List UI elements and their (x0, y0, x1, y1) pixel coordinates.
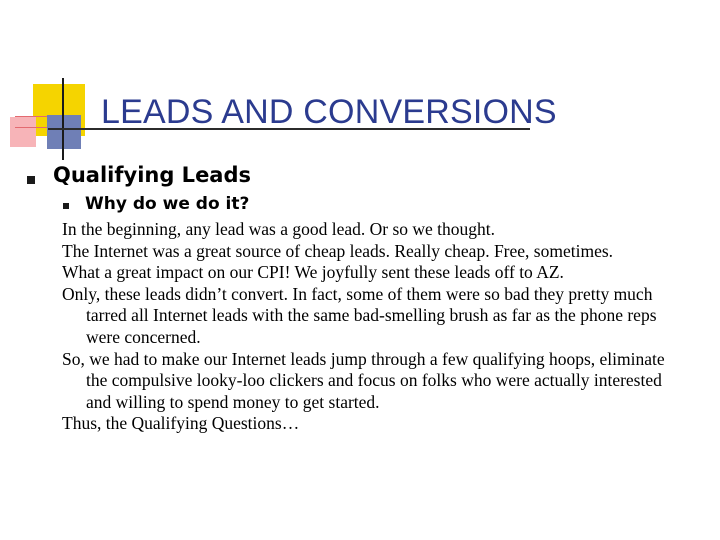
slide-body (62, 219, 682, 435)
body-paragraph: In the beginning, any lead was a good lead. Or so we thought. (62, 219, 496, 239)
body-paragraph: So, we had to make our Internet leads jump through a few qualifying hoops, eliminate the compulsive looky-loo clickers and focus on folks who were actually interested and willing to spend money to get started. (62, 348, 665, 412)
body-paragraph: Thus, the Qualifying Questions… (62, 413, 300, 434)
body-paragraph: What a great impact on our CPI! We joyfully sent these leads off to AZ. (62, 262, 564, 283)
slide-title: LEADS AND CONVERSIONS (101, 93, 557, 131)
level2-bullet-text: Why do we do it? (85, 194, 250, 214)
bullet-square-icon (27, 176, 35, 184)
body-paragraph: Only, these leads didn’t convert. In fact, some of them were so bad they pretty much tarred all Internet leads with the same bad-smelling brush as far as the phone reps were concerned. (62, 283, 657, 347)
decor-blue-square (47, 115, 81, 149)
level1-bullet-text: Qualifying Leads (53, 163, 252, 187)
bullet-square-icon (63, 203, 69, 209)
body-paragraph: The Internet was a great source of cheap leads. Really cheap. Free, sometimes. (62, 240, 614, 261)
decor-vertical-line (62, 78, 64, 160)
